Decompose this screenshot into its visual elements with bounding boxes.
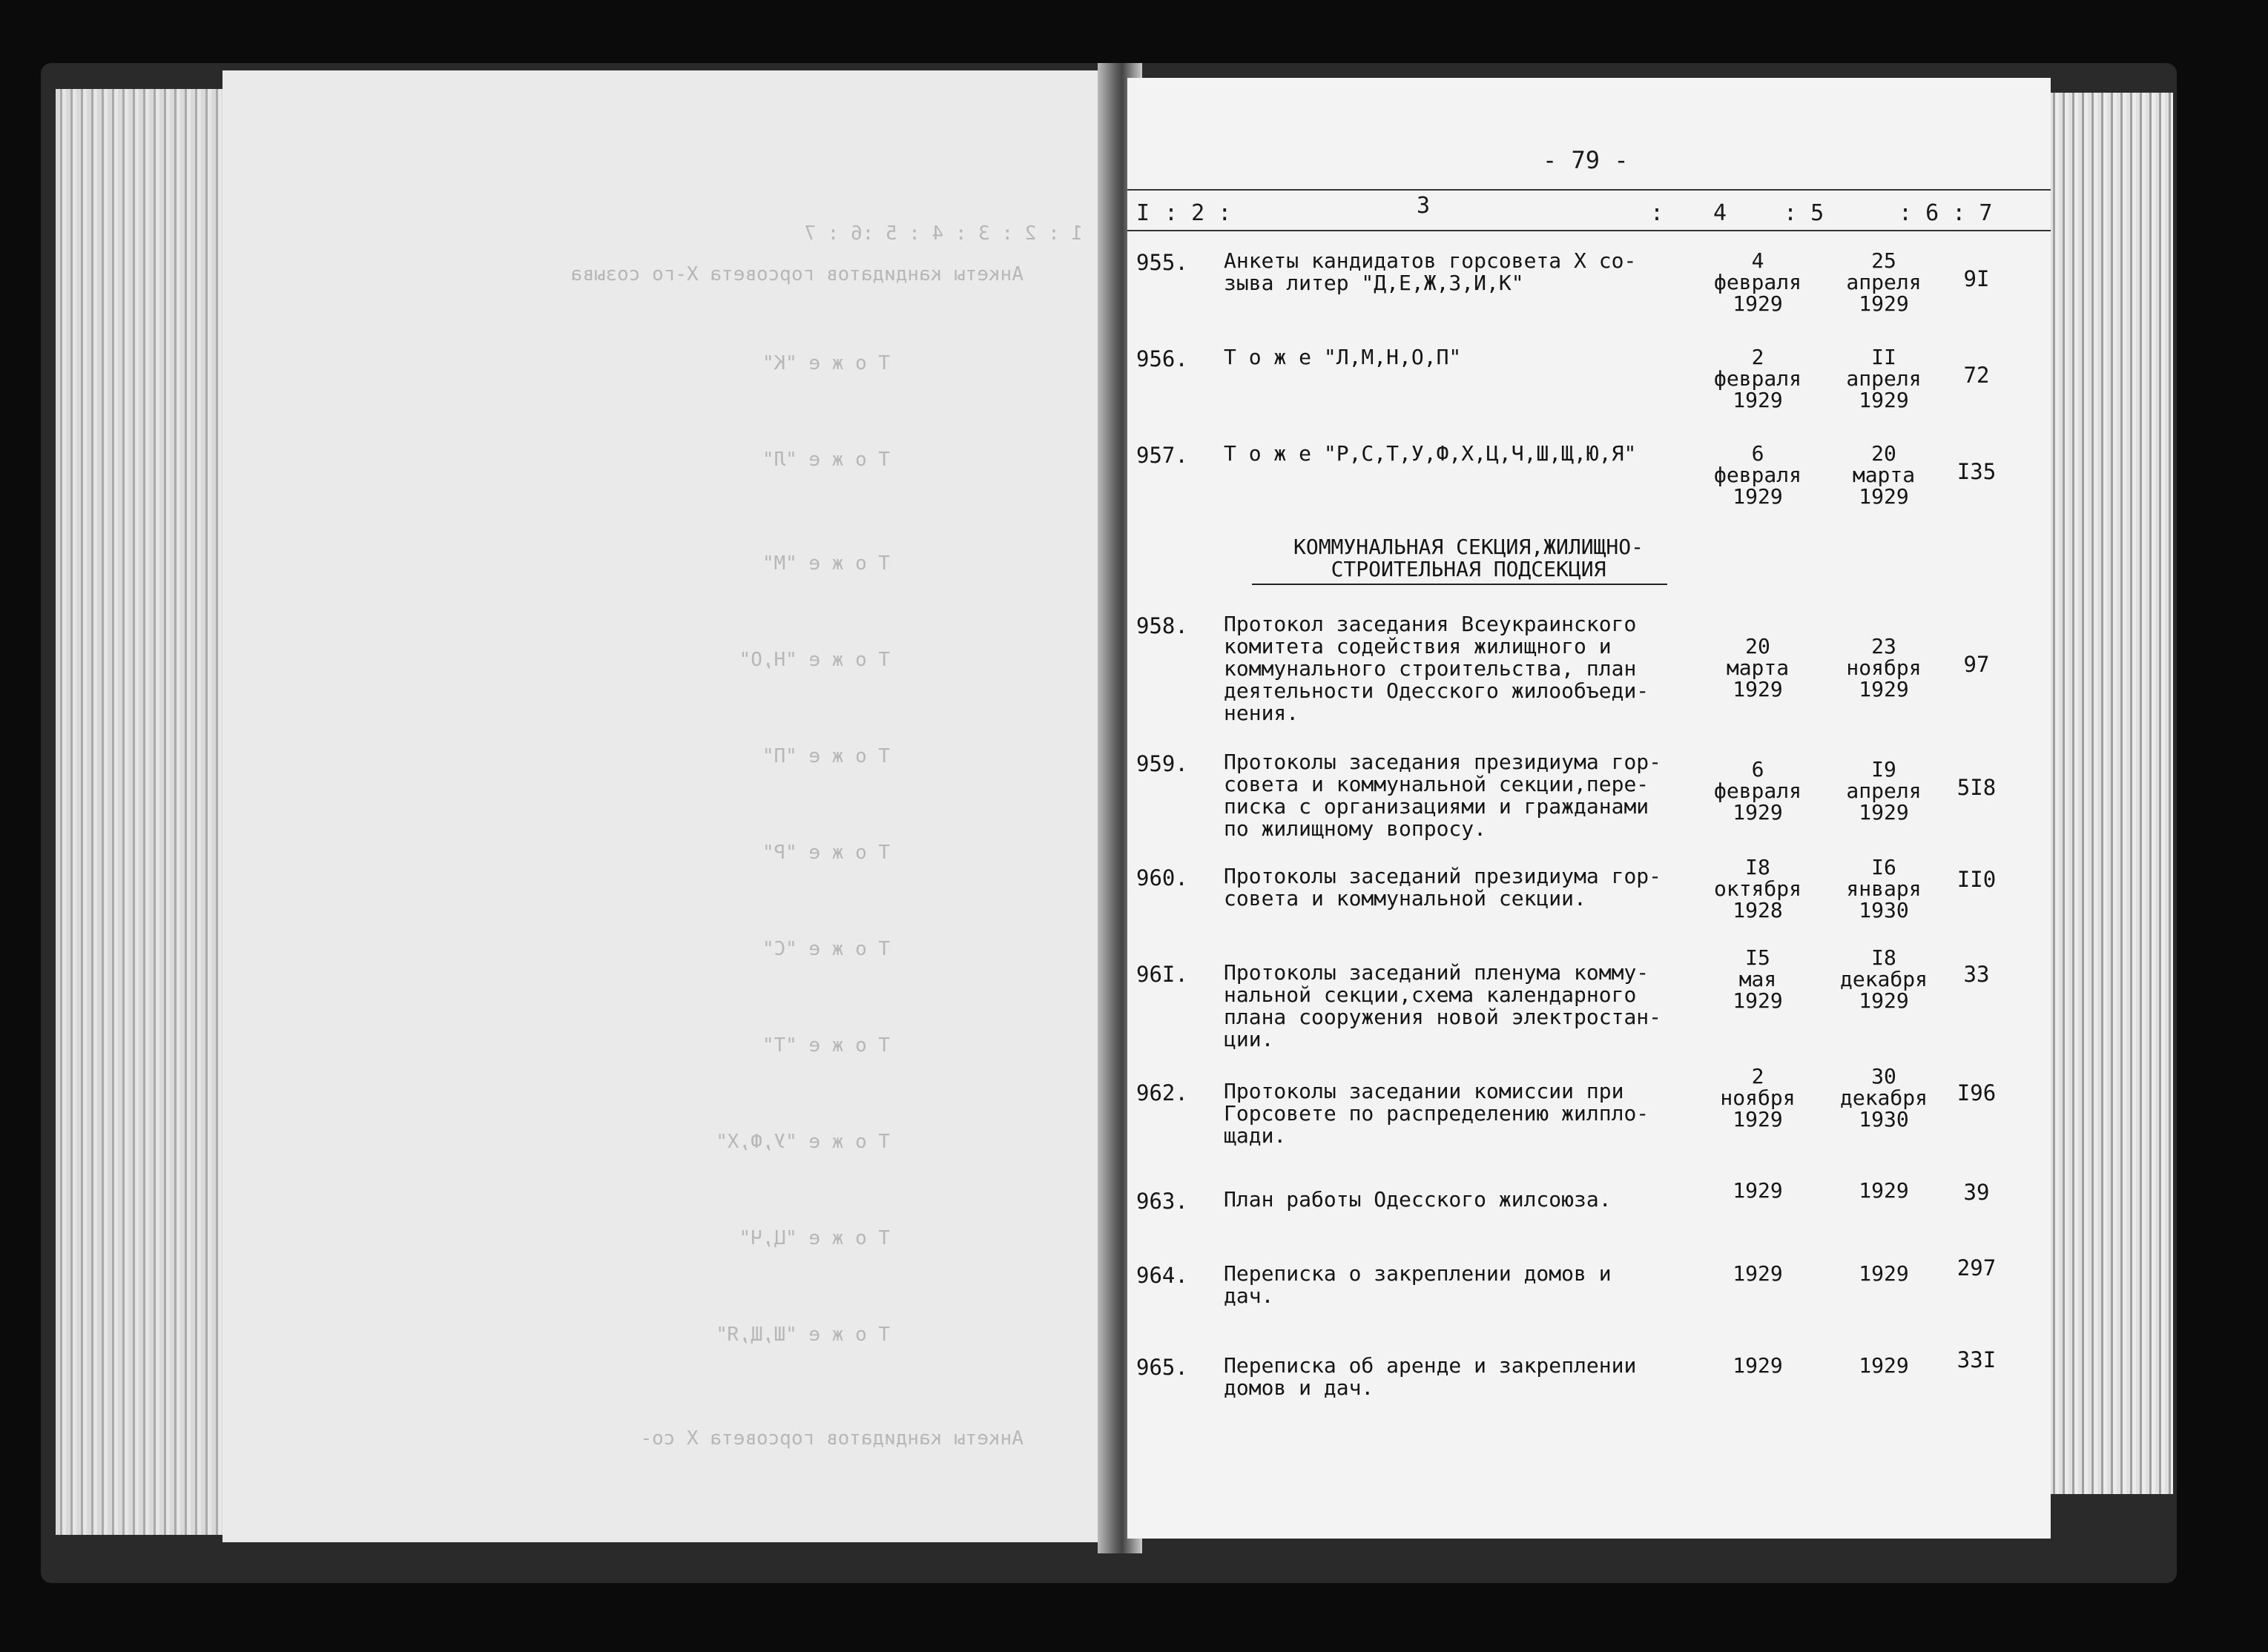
row-end-date: I9 апреля 1929 [1846, 757, 1922, 825]
column-header-3: 3 [1417, 193, 1431, 219]
row-end-date: 1929 [1859, 1353, 1909, 1378]
row-description: Протоколы заседании комиссии при Горсовете по распределению жилпло- щади. [1224, 1079, 1649, 1148]
row-start-date: 4 февраля 1929 [1713, 248, 1801, 316]
row-description: Т о ж е "Л,М,Н,О,П" [1224, 345, 1462, 369]
row-number: 964. [1136, 1263, 1188, 1288]
row-number: 960. [1136, 865, 1188, 891]
row-number: 96I. [1136, 962, 1188, 987]
row-start-date: I8 октября 1928 [1713, 855, 1801, 922]
row-number: 962. [1136, 1080, 1188, 1106]
column-header-2: : 2 : [1164, 200, 1232, 226]
row-sheet-count: II0 [1957, 867, 1997, 892]
row-sheet-count: 33I [1957, 1347, 1997, 1372]
row-description: Протоколы заседаний пленума комму- нальной секции,схема календарного плана сооружения новой электростан- ции. [1224, 960, 1662, 1051]
row-start-date: 2 февраля 1929 [1713, 345, 1801, 412]
left-page-edges [56, 89, 234, 1535]
right-page [1127, 78, 2051, 1539]
row-end-date: 30 декабря 1930 [1839, 1064, 1928, 1131]
row-sheet-count: 39 [1963, 1180, 1990, 1205]
row-start-date: 2 ноября 1929 [1720, 1064, 1796, 1131]
row-end-date: 20 марта 1929 [1852, 441, 1916, 509]
row-end-date: 25 апреля 1929 [1846, 248, 1922, 316]
row-sheet-count: 5I8 [1957, 775, 1997, 800]
row-description: План работы Одесского жилсоюза. [1224, 1187, 1612, 1212]
row-sheet-count: I96 [1957, 1080, 1997, 1106]
row-description: Переписка об аренде и закреплении домов и дач. [1224, 1353, 1637, 1400]
page-number: - 79 - [1543, 146, 1629, 174]
row-end-date: I6 января 1930 [1846, 855, 1922, 922]
row-end-date: II апреля 1929 [1846, 345, 1922, 412]
header-rule-bottom [1127, 230, 2051, 231]
row-start-date: I5 мая 1929 [1733, 945, 1783, 1013]
section-title: КОММУНАЛЬНАЯ СЕКЦИЯ,ЖИЛИЩНО- СТРОИТЕЛЬНАЯ ПОДСЕКЦИЯ [1293, 535, 1644, 581]
row-description: Протокол заседания Всеукраинского комитета содействия жилищного и коммунального строительства, план деятельности Одесского жилообъеди- нения. [1224, 612, 1649, 725]
column-header-5: : 5 [1784, 200, 1824, 226]
row-description: Переписка о закреплении домов и дач. [1224, 1261, 1612, 1308]
column-header-1: I [1136, 200, 1150, 226]
column-header-6-7: : 6 : 7 [1899, 200, 1993, 226]
row-number: 956. [1136, 346, 1188, 371]
row-sheet-count: 97 [1963, 652, 1990, 677]
row-sheet-count: 9I [1963, 266, 1990, 291]
row-number: 957. [1136, 443, 1188, 468]
row-sheet-count: 33 [1963, 962, 1990, 987]
row-description: Протоколы заседаний президиума гор- совета и коммунальной секции. [1224, 864, 1662, 911]
row-end-date: 1929 [1859, 1178, 1909, 1203]
row-start-date: 20 марта 1929 [1726, 634, 1790, 701]
row-number: 958. [1136, 613, 1188, 638]
row-sheet-count: I35 [1957, 459, 1997, 484]
row-start-date: 6 февраля 1929 [1713, 757, 1801, 825]
row-number: 963. [1136, 1189, 1188, 1214]
row-end-date: I8 декабря 1929 [1839, 945, 1928, 1013]
row-description: Анкеты кандидатов горсовета X со- зыва литер "Д,Е,Ж,З,И,К" [1224, 248, 1637, 295]
section-title-underline [1252, 584, 1667, 585]
right-page-edges [2040, 93, 2173, 1494]
row-sheet-count: 72 [1963, 363, 1990, 388]
row-number: 965. [1136, 1355, 1188, 1380]
row-sheet-count: 297 [1957, 1255, 1997, 1281]
header-rule-top [1127, 189, 2051, 191]
left-page [222, 70, 1112, 1542]
row-number: 959. [1136, 751, 1188, 776]
row-start-date: 1929 [1733, 1261, 1783, 1286]
row-start-date: 6 февраля 1929 [1713, 441, 1801, 509]
column-header-4: 4 [1713, 200, 1727, 226]
row-description: Протоколы заседания президиума гор- совета и коммунальной секции,пере- писка с организациями и гражданами по жилищному вопросу. [1224, 750, 1662, 841]
bleed-through-text: 1 : 2 : 3 : 4 : 5 :6 : 7 Анкеты кандидатов горсовета X-го созыва Т о ж е "К" Т о ж е "Л" Т о ж е "М" Т о ж е "Н,О" Т о ж е "П" Т о ж е "Р" Т о ж е "С" Т о ж е "Т" Т о ж е "У,Ф,Х" Т о ж е "Ц,Ч" Т о ж е "Ш,Щ,Я" Анкеты кандидатов горсовета X со- [570, 222, 1083, 1450]
row-number: 955. [1136, 250, 1188, 275]
row-end-date: 23 ноября 1929 [1846, 634, 1922, 701]
column-header-sep: : [1650, 200, 1664, 226]
row-description: Т о ж е "Р,С,Т,У,Ф,Х,Ц,Ч,Ш,Щ,Ю,Я" [1224, 441, 1637, 466]
row-start-date: 1929 [1733, 1353, 1783, 1378]
row-start-date: 1929 [1733, 1178, 1783, 1203]
row-end-date: 1929 [1859, 1261, 1909, 1286]
